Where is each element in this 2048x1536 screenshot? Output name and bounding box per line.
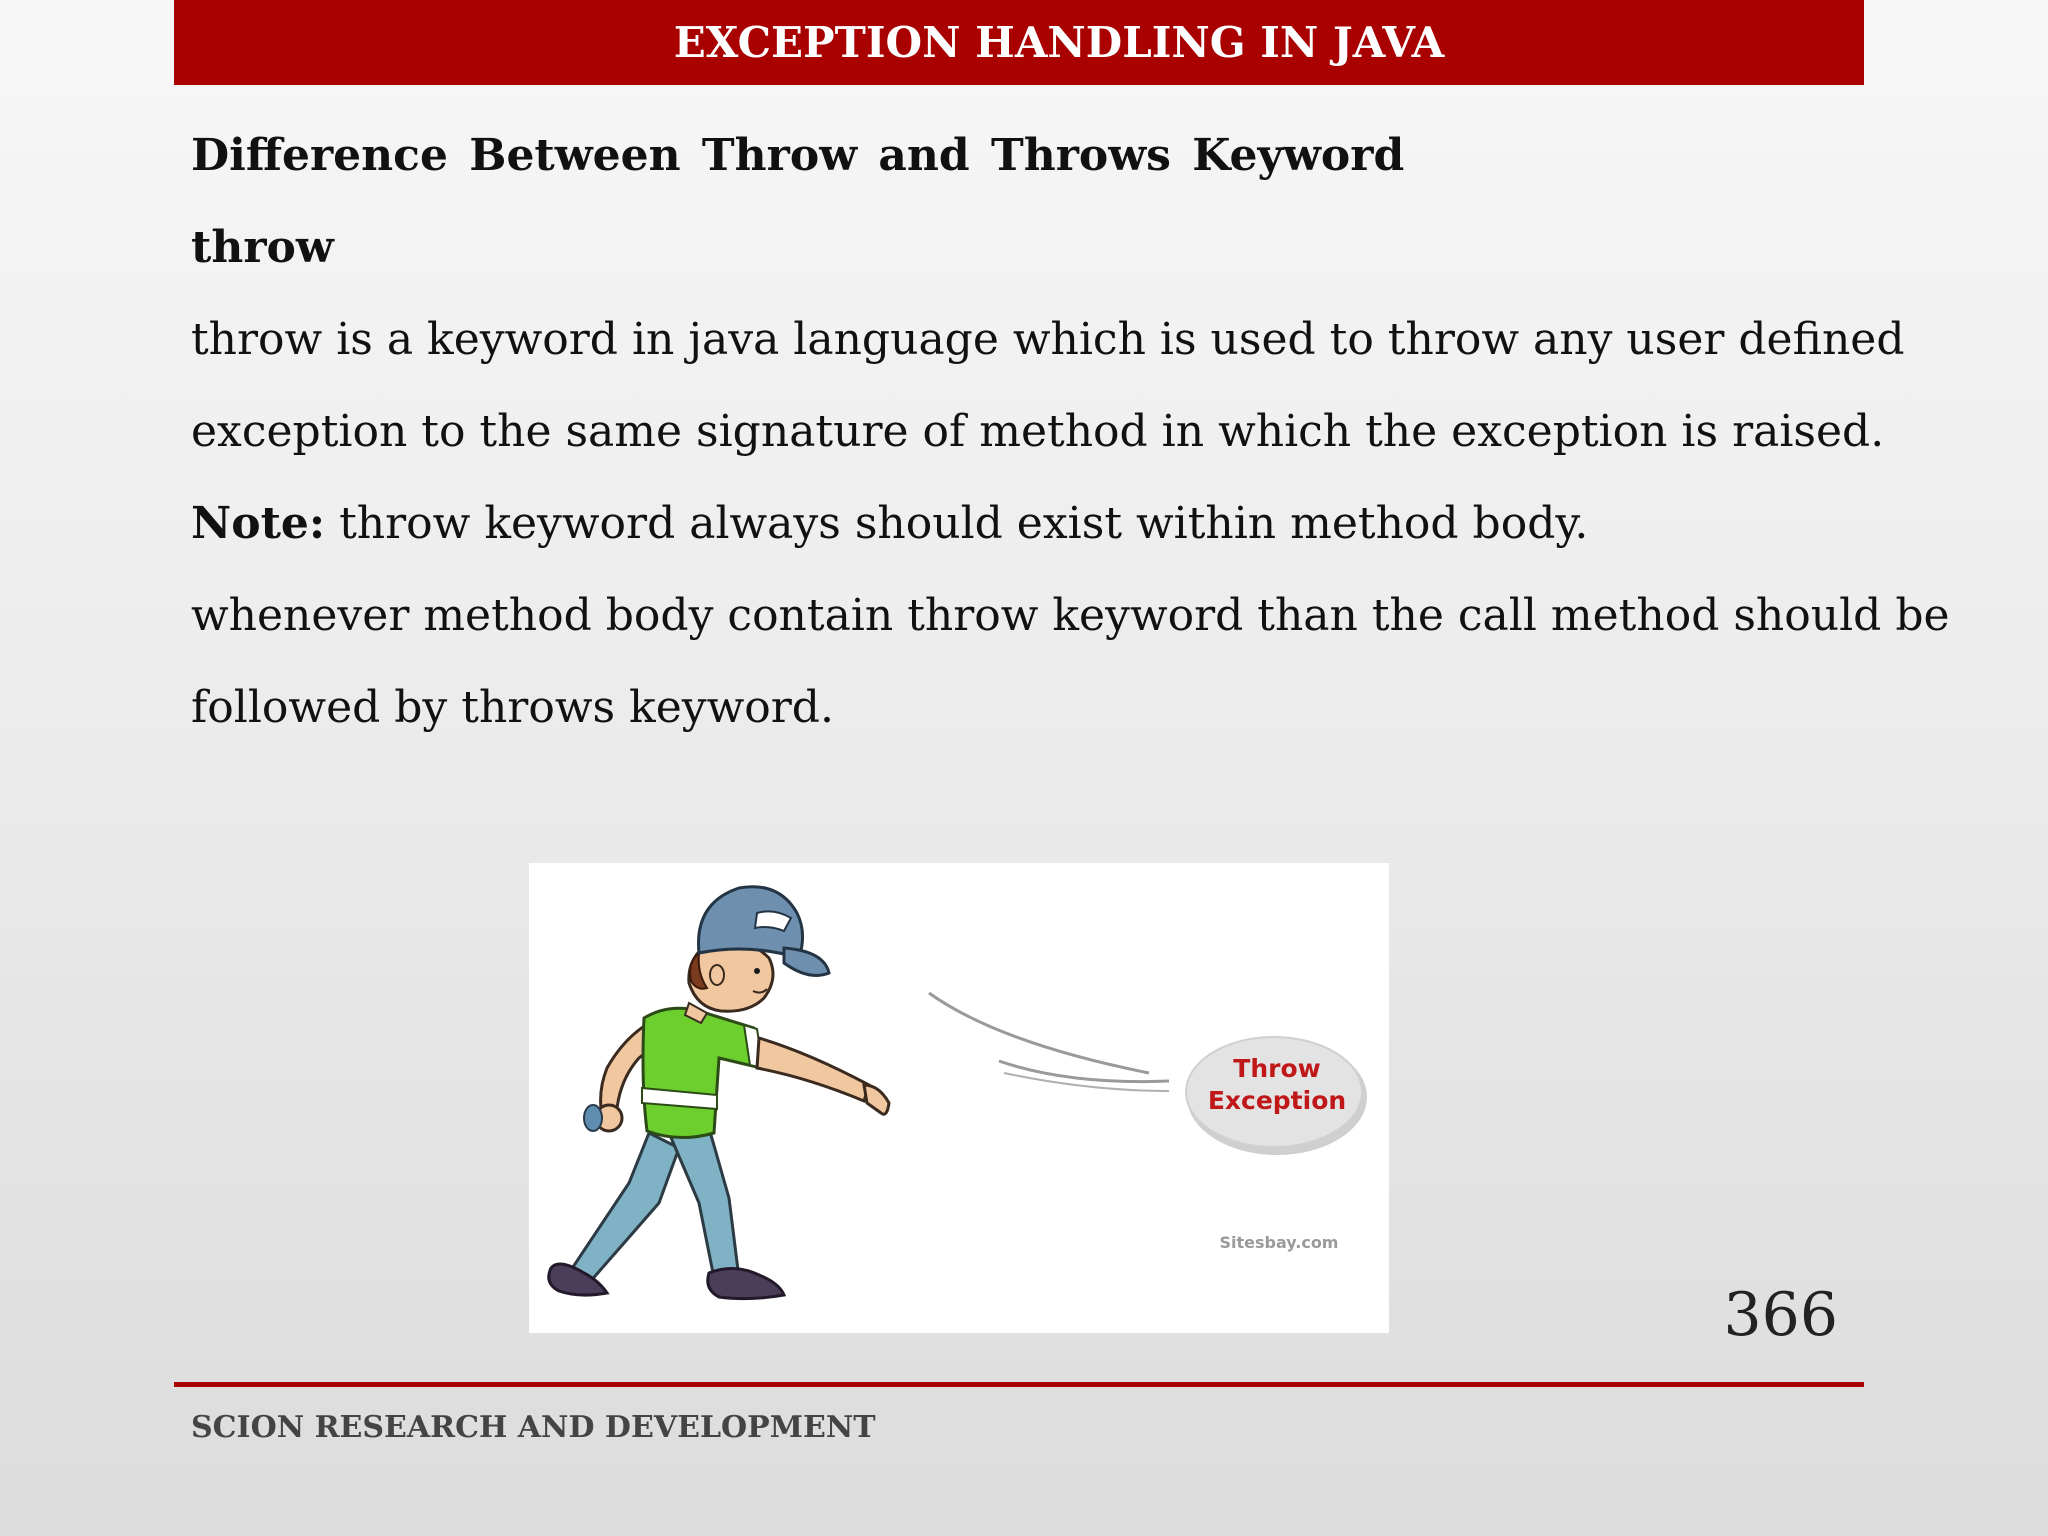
front-hand (864, 1085, 889, 1114)
front-leg (669, 1128, 739, 1278)
subsection-heading: throw (191, 222, 334, 273)
para2-line-1: whenever method body contain throw keyword than the call method should be (191, 590, 1950, 641)
held-ball (584, 1105, 602, 1131)
ear (710, 965, 724, 985)
front-shoe (708, 1268, 784, 1298)
bubble-text-line-1: Throw (1233, 1054, 1321, 1083)
illustration-svg (529, 863, 1389, 1333)
boy-figure (549, 887, 889, 1299)
eye (754, 968, 760, 974)
footer-divider (174, 1382, 1864, 1387)
note-line (191, 478, 1841, 570)
cap-patch (755, 911, 791, 931)
motion-line-1 (929, 993, 1149, 1073)
back-leg (569, 1133, 679, 1283)
slide-title: EXCEPTION HANDLING IN JAVA (673, 18, 1445, 67)
bubble-text-line-2: Exception (1207, 1086, 1347, 1115)
section-heading: Difference Between Throw and Throws Keyword (191, 130, 1405, 181)
page-number: 366 (1723, 1280, 1838, 1350)
note-label: Note: (191, 498, 326, 549)
footer-text: SCION RESEARCH AND DEVELOPMENT (191, 1410, 876, 1445)
para2-line-2: followed by throws keyword. (191, 682, 834, 733)
front-arm (757, 1038, 869, 1101)
watermark: Sitesbay.com (1219, 1233, 1339, 1252)
throw-exception-illustration (529, 863, 1389, 1333)
body-line-2: exception to the same signature of method in which the exception is raised. (191, 406, 1885, 457)
slide-content (191, 110, 1950, 754)
cap-brim (784, 948, 829, 975)
shirt (643, 1008, 761, 1137)
note-text: throw keyword always should exist within method body. (325, 498, 1589, 549)
title-bar (174, 0, 1864, 85)
body-line-1: throw is a keyword in java language which is used to throw any user defined (191, 314, 1905, 365)
